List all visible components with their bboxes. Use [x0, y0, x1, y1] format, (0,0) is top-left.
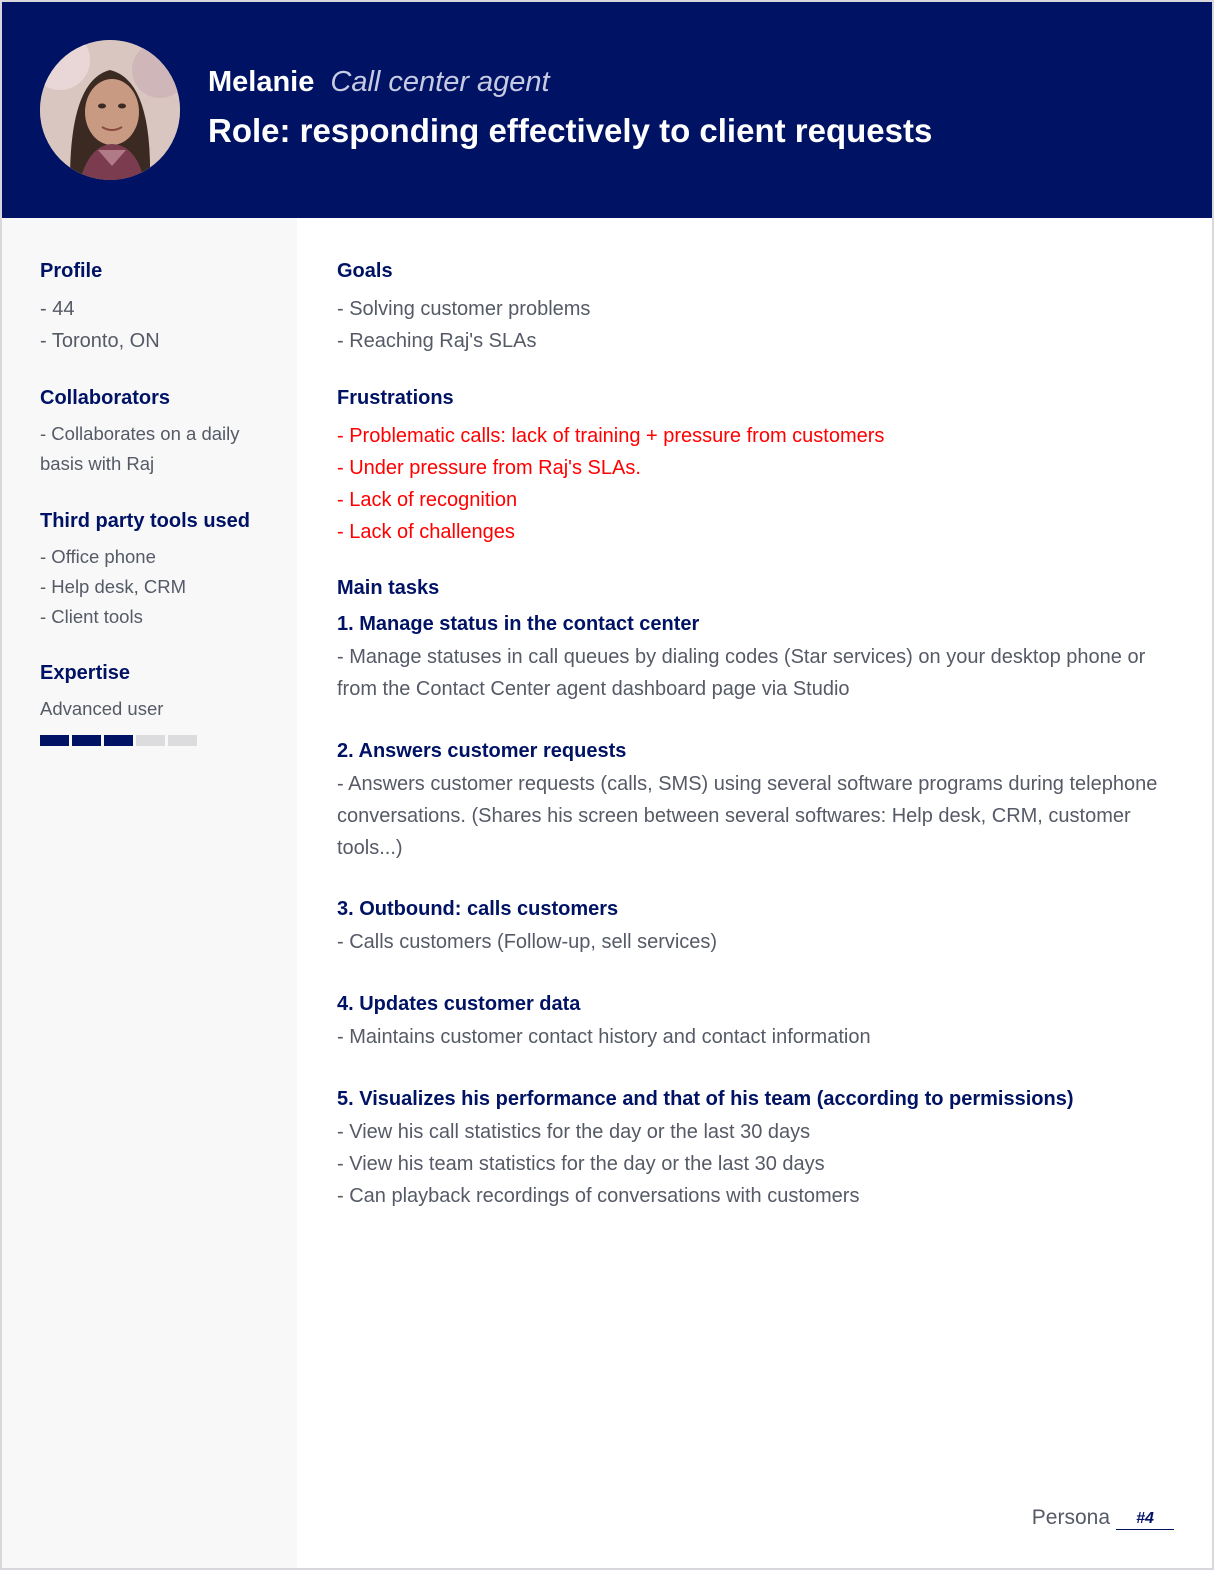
expertise-segment-filled [104, 735, 133, 746]
tools-title: Third party tools used [40, 510, 251, 532]
task-title: 4. Updates customer data [337, 993, 581, 1015]
task-line: - View his call statistics for the day or the last 30 days [337, 1121, 811, 1143]
task-description: - Calls customers (Follow-up, sell services) [337, 931, 718, 953]
task-description: - Manage statuses in call queues by dialing codes (Star services) on your desktop phone or from the Contact Center agent dashboard page via Studio [337, 646, 1146, 700]
persona-footer [1032, 1506, 1174, 1530]
collaborators-title: Collaborators [40, 387, 171, 409]
goals-title: Goals [337, 260, 393, 282]
persona-label: Persona [1031, 1506, 1110, 1529]
frustration-item: - Problematic calls: lack of training + pressure from customers [337, 425, 885, 447]
profile-location: - Toronto, ON [40, 330, 160, 352]
persona-name: Melanie [208, 66, 315, 98]
task-title: 5. Visualizes his performance and that of his team (according to permissions) [337, 1088, 1074, 1110]
avatar-photo-icon [40, 40, 180, 180]
tool-item: - Office phone [40, 546, 156, 567]
profile-list [40, 293, 160, 357]
job-title: Call center agent [330, 66, 550, 98]
task-line: - View his team statistics for the day or the last 30 days [337, 1153, 825, 1175]
task-line: - Can playback recordings of conversations with customers [337, 1185, 860, 1207]
role-title: Role: responding effectively to client requests [208, 112, 933, 149]
tools-list [40, 542, 186, 632]
name-line [208, 66, 550, 99]
collaborators-list [40, 419, 240, 479]
frustration-item: - Lack of recognition [337, 489, 518, 511]
frustration-item: - Under pressure from Raj's SLAs. [337, 457, 641, 479]
avatar [40, 40, 180, 180]
collaborators-line: basis with Raj [40, 453, 155, 474]
main-tasks-title: Main tasks [337, 577, 440, 599]
tool-item: - Client tools [40, 606, 143, 627]
expertise-level-label: Advanced user [40, 698, 164, 719]
task-description: - Answers customer requests (calls, SMS) using several software programs during telephone conversations. (Shares his screen between several softwares: Help desk, CRM, customer tools...) [337, 773, 1158, 859]
profile-title: Profile [40, 260, 103, 282]
expertise-level-bar [40, 735, 197, 746]
frustrations-list [337, 420, 884, 548]
task-title: 3. Outbound: calls customers [337, 898, 619, 920]
frustrations-title: Frustrations [337, 387, 454, 409]
header-banner [2, 2, 1212, 218]
expertise-segment-filled [40, 735, 69, 746]
expertise-segment-empty [136, 735, 165, 746]
expertise-segment-empty [168, 735, 197, 746]
task-description-list [337, 1116, 859, 1212]
frustration-item: - Lack of challenges [337, 521, 515, 543]
persona-number: #4 [1116, 1509, 1174, 1530]
task-description: - Maintains customer contact history and contact information [337, 1026, 871, 1048]
profile-age: - 44 [40, 298, 75, 320]
goals-list [337, 293, 590, 357]
collaborators-line: - Collaborates on a daily [40, 423, 240, 444]
expertise-title: Expertise [40, 662, 131, 684]
expertise-segment-filled [72, 735, 101, 746]
goal-item: - Reaching Raj's SLAs [337, 330, 537, 352]
goal-item: - Solving customer problems [337, 298, 591, 320]
task-title: 2. Answers customer requests [337, 740, 627, 762]
task-title: 1. Manage status in the contact center [337, 613, 700, 635]
tool-item: - Help desk, CRM [40, 576, 186, 597]
